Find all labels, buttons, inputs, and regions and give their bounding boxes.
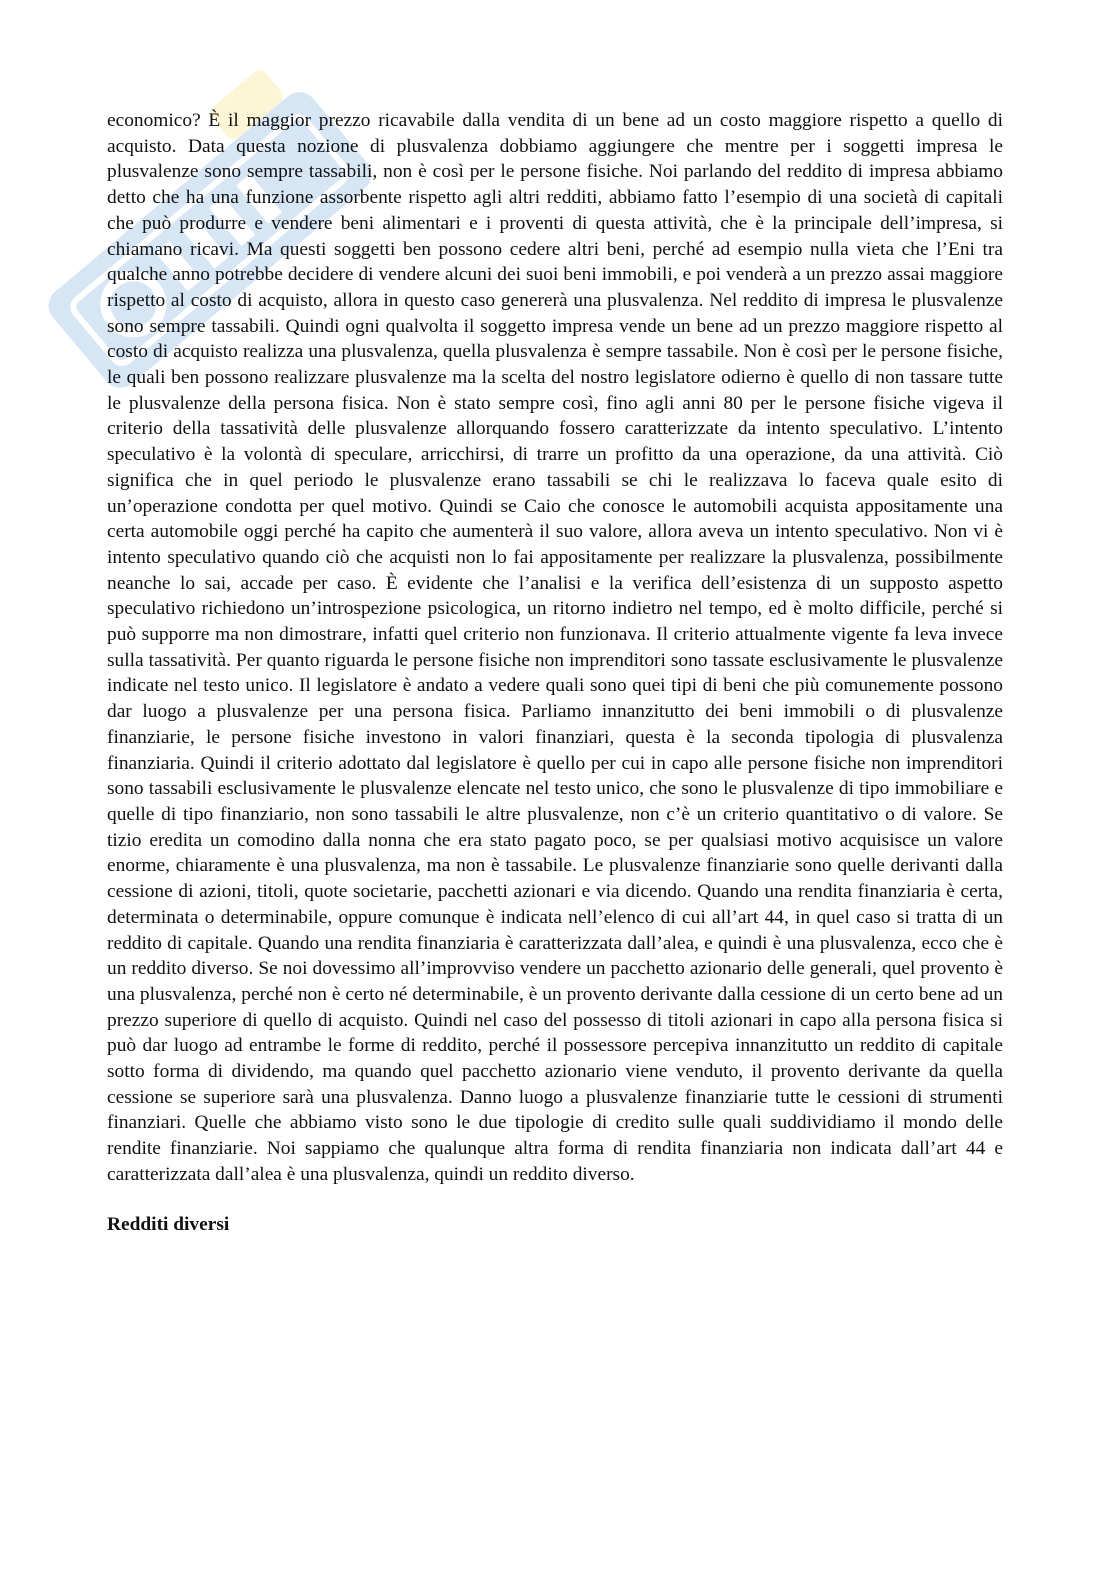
document-page [107,108,1003,1237]
body-paragraph: economico? È il maggior prezzo ricavabile dalla vendita di un bene ad un costo maggiore rispetto a quello di acquisto. Data questa nozione di plusvalenza dobbiamo aggiungere che mentre per i soggetti impresa le plusvalenze sono sempre tassabili, non è così per le persone fisiche. Noi parlando del reddito di impresa abbiamo detto che ha una funzione assorbente rispetto agli altri redditi, abbiamo fatto l’esempio di una società di capitali che può produrre e vendere beni alimentari e i proventi di questa attività, che è la principale dell’impresa, si chiamano ricavi. Ma questi soggetti ben possono cedere altri beni, perché ad esempio nulla vieta che l’Eni tra qualche anno potrebbe decidere di vendere alcuni dei suoi beni immobili, e poi venderà a un prezzo assai maggiore rispetto al costo di acquisto, allora in questo caso genererà una plusvalenza. Nel reddito di impresa le plusvalenze sono sempre tassabili. Quindi ogni qualvolta il soggetto impresa vende un bene ad un prezzo maggiore rispetto al costo di acquisto realizza una plusvalenza, quella plusvalenza è sempre tassabile. Non è così per le persone fisiche, le quali ben possono realizzare plusvalenze ma la scelta del nostro legislatore odierno è quello di non tassare tutte le plusvalenze della persona fisica. Non è stato sempre così, fino agli anni 80 per le persone fisiche vigeva il criterio della tassatività delle plusvalenze allorquando fossero caratterizzate da intento speculativo. L’intento speculativo è la volontà di speculare, arricchirsi, di trarre un profitto da una operazione, da una attività. Ciò significa che in quel periodo le plusvalenze erano tassabili se chi le realizzava lo faceva quale esito di un’operazione condotta per quel motivo. Quindi se Caio che conosce le automobili acquista appositamente una certa automobile oggi perché ha capito che aumenterà il suo valore, allora aveva un intento speculativo. Non vi è intento speculativo quando ciò che acquisti non lo fai appositamente per realizzare la plusvalenza, possibilmente neanche lo sai, accade per caso. È evidente che l’analisi e la verifica dell’esistenza di un supposto aspetto speculativo richiedono un’introspezione psicologica, un ritorno indietro nel tempo, ed è molto difficile, perché si può supporre ma non dimostrare, infatti quel criterio non funzionava. Il criterio attualmente vigente fa leva invece sulla tassatività. Per quanto riguarda le persone fisiche non imprenditori sono tassate esclusivamente le plusvalenze indicate nel testo unico. Il legislatore è andato a vedere quali sono quei tipi di beni che più comunemente possono dar luogo a plusvalenze per una persona fisica. Parliamo innanzitutto dei beni immobili o di plusvalenze finanziarie, le persone fisiche investono in valori finanziari, questa è la seconda tipologia di plusvalenza finanziaria. Quindi il criterio adottato dal legislatore è quello per cui in capo alle persone fisiche non imprenditori sono tassabili esclusivamente le plusvalenze elencate nel testo unico, che sono le plusvalenze di tipo immobiliare e quelle di tipo finanziario, non sono tassabili le altre plusvalenze, non c’è un criterio quantitativo o di valore. Se tizio eredita un comodino dalla nonna che era stato pagato poco, se per qualsiasi motivo acquisisce un valore enorme, chiaramente è una plusvalenza, ma non è tassabile. Le plusvalenze finanziarie sono quelle derivanti dalla cessione di azioni, titoli, quote societarie, pacchetti azionari e via dicendo. Quando una rendita finanziaria è certa, determinata o determinabile, oppure comunque è indicata nell’elenco di cui all’art 44, in quel caso si tratta di un reddito di capitale. Quando una rendita finanziaria è caratterizzata dall’alea, e quindi è una plusvalenza, ecco che è un reddito diverso. Se noi dovessimo all’improvviso vendere un pacchetto azionario delle generali, quel provento è una plusvalenza, perché non è certo né determinabile, è un provento derivante dalla cessione di un certo bene ad un prezzo superiore di quello di acquisto. Quindi nel caso del possesso di titoli azionari in capo alla persona fisica si può dar luogo ad entrambe le forme di reddito, perché il possessore percepiva innanzitutto un reddito di capitale sotto forma di dividendo, ma quando quel pacchetto azionario viene venduto, il provento derivante da quella cessione se superiore sarà una plusvalenza. Danno luogo a plusvalenze finanziarie tutte le cessioni di strumenti finanziari. Quelle che abbiamo visto sono le due tipologie di credito sulle quali suddividiamo il mondo delle rendite finanziarie. Noi sappiamo che qualunque altra forma di rendita finanziaria non indicata dall’art 44 e caratterizzata dall’alea è una plusvalenza, quindi un reddito diverso. [107,110,1003,1185]
section-heading: Redditi diversi [107,1213,230,1235]
